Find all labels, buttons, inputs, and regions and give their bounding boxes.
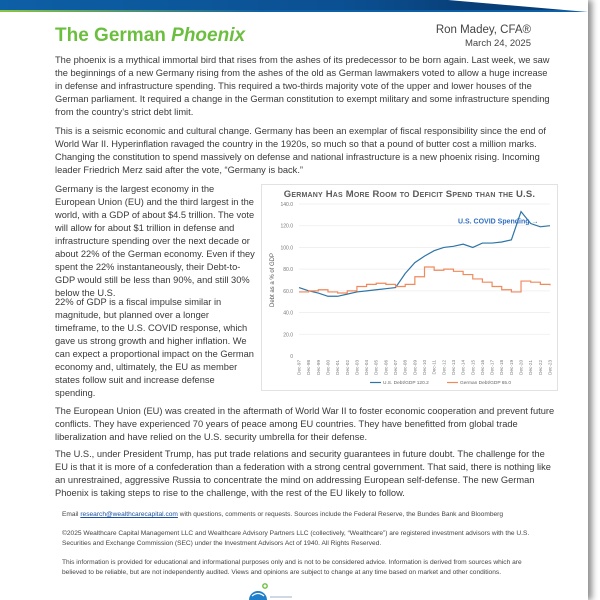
paragraph-eu-history: The European Union (EU) was created in the aftermath of World War II to foster economic cooperation and prevent future conflicts. They have experienced 70 years of peace among EU countries. They have benefitted from global trade liberalization and have relied on the U.S. security umbrella for their defense.	[55, 406, 555, 442]
sources-text: with questions, comments or requests. Sources include the Federal Reserve, the Bundes Bank and Bloomberg	[177, 511, 504, 518]
x-tick-label: Dec-03	[354, 360, 360, 375]
page-title	[55, 25, 245, 47]
x-tick-label: Dec-01	[335, 360, 341, 375]
x-tick-label: Dec-05	[373, 360, 379, 375]
disclaimer: This information is provided for educational and informational purposes only and is not to be considered advice. Information is derived from sources which are believed to be reliable, but are not independently audited. Views and opinions are subject to change at any time based on market and other conditions.	[62, 559, 522, 576]
y-tick-label: 20.0	[283, 332, 293, 339]
publish-date: March 24, 2025	[464, 38, 531, 49]
x-tick-label: Dec-21	[528, 360, 534, 375]
x-tick-label: Dec-02	[344, 360, 350, 375]
wealthcare-logo-icon	[248, 583, 298, 600]
x-tick-label: Dec-97	[296, 360, 302, 375]
x-tick-label: Dec-99	[315, 360, 321, 375]
chart-plot	[262, 185, 557, 390]
x-tick-label: Dec-09	[412, 360, 418, 375]
legend-label: U.S. Debt/GDP 120.2	[383, 381, 429, 386]
x-tick-label: Dec-18	[499, 360, 505, 375]
x-tick-label: Dec-16	[479, 360, 485, 375]
y-tick-label: 60.0	[283, 288, 293, 295]
german-debt-line	[299, 267, 550, 293]
x-tick-label: Dec-15	[470, 360, 476, 375]
y-axis-label: Debt as a % of GDP	[270, 252, 276, 308]
x-tick-label: Dec-12	[441, 360, 447, 375]
author-name: Ron Madey, CFA®	[435, 24, 531, 36]
copyright-notice: ©2025 Wealthcare Capital Management LLC and Wealthcare Advisory Partners LLC (collectively, “Wealthcare”) are registered investment advisors with the U.S. Securities and Exchange Commission (SEC) under the Investment Advisors Act of 1940. All Rights Reserved.	[62, 530, 530, 547]
paragraph-germany-economy: Germany is the largest economy in the European Union (EU) and the third largest in the world, with a GDP of about $4.5 trillion. The vote will allow for about $1 trillion in defense and infrastructure spending over the next decade or about 22% of the German economy. Even if they spent the 22% instantaneously, their Debt-to-GDP would still be less than 90%, and still 30% below the U.S.	[55, 184, 255, 298]
email-prefix: Email	[62, 511, 81, 518]
y-tick-label: 0	[290, 354, 293, 360]
y-tick-label: 100.0	[280, 245, 293, 252]
x-tick-label: Dec-08	[402, 360, 408, 375]
header-banner-tail	[448, 0, 588, 12]
x-tick-label: Dec-19	[508, 360, 514, 375]
x-tick-label: Dec-22	[537, 360, 543, 375]
x-tick-label: Dec-10	[422, 360, 427, 375]
title-text: The German	[55, 25, 172, 46]
x-tick-label: Dec-00	[325, 360, 331, 375]
covid-annotation: U.S. COVID Spending →	[458, 218, 539, 226]
x-tick-label: Dec-23	[547, 360, 553, 375]
x-tick-label: Dec-14	[460, 360, 466, 375]
y-tick-label: 120.0	[280, 223, 293, 230]
legend-label: German Debt/GDP 65.0	[460, 381, 512, 386]
y-tick-label: 40.0	[283, 310, 293, 317]
y-tick-label: 140.0	[280, 202, 293, 208]
y-tick-label: 80.0	[283, 267, 293, 274]
x-tick-label: Dec-98	[306, 360, 312, 375]
x-tick-label: Dec-07	[393, 360, 399, 375]
paragraph-seismic-change: This is a seismic economic and cultural change. Germany has been an exemplar of fiscal responsibility since the end of World War II. Hyperinflation ravaged the country in the 1920s, so much so that a pound of butter cost a million marks. Changing the constitution to spend massively on defense and national infrastructure is a new phoenix rising. Incoming leader Friedrich Merz said after the vote, “Germany is back.”	[55, 126, 546, 175]
title-italic-text: Phoenix	[171, 25, 246, 46]
x-tick-label: Dec-13	[450, 360, 456, 375]
email-link[interactable]: research@wealthcarecapital.com	[80, 511, 178, 518]
paragraph-intro: The phoenix is a mythical immortal bird that rises from the ashes of its predecessor to be born again. Last week, we saw the beginnings of a new Germany rising from the ashes of the old as German lawmakers voted to allow a huge increase in defense and infrastructure spending. This required a two-thirds majority vote of the upper and lower houses of the German parliament. It required a change in the German constitution to exempt military and some infrastructure spending from the country’s strict debt limit.	[55, 55, 550, 117]
x-tick-label: Dec-20	[518, 360, 524, 375]
x-tick-label: Dec-04	[364, 360, 370, 375]
contact-line	[62, 510, 542, 520]
chart-title: Germany Has More Room to Deficit Spend than the U.S.	[283, 189, 536, 200]
x-tick-label: Dec-17	[489, 360, 495, 375]
x-tick-label: Dec-11	[431, 360, 437, 375]
x-tick-label: Dec-06	[383, 360, 389, 375]
debt-gdp-chart	[261, 184, 558, 391]
paragraph-fiscal-impulse: 22% of GDP is a fiscal impulse similar in magnitude, but planned over a longer timeframe, to the U.S. COVID response, which gave us strong growth and higher inflation. We can expect a proportional impact on the German economy and, ultimately, the EU as member states follow suit and increase defense spending.	[55, 297, 254, 398]
paragraph-us-trump: The U.S., under President Trump, has put trade relations and security guarantees in future doubt. The challenge for the EU is that it is more of a confederation than a federation with a strong central government. That said, there is nothing like an unrestrained, aggressive Russia to concentrate the mind on addressing European self-defense. The new German Phoenix is taking steps to rise to the challenge, with the rest of the EU likely to follow.	[55, 449, 551, 498]
